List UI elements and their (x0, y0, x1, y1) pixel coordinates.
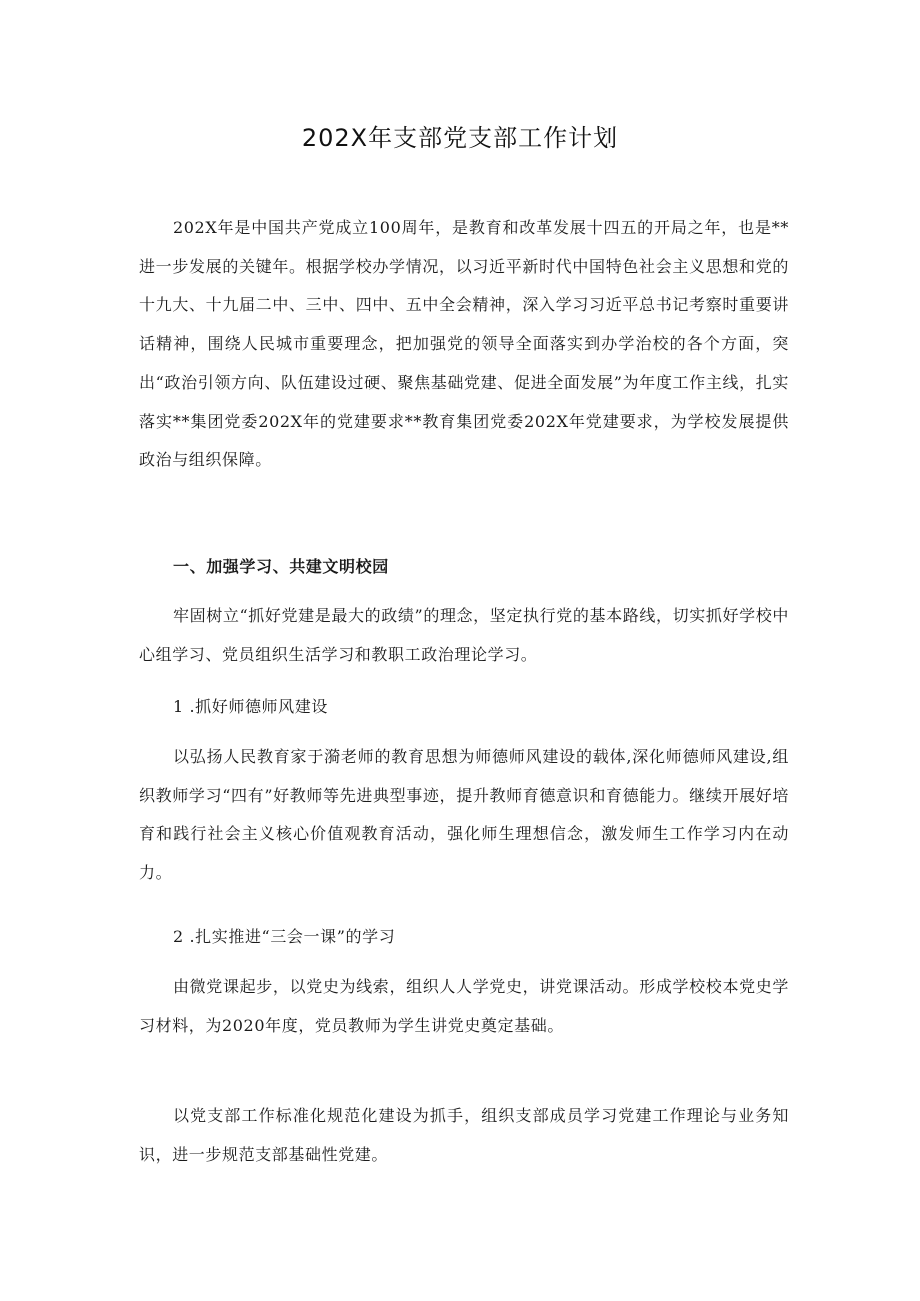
subsection-2-paragraph: 由微党课起步，以党史为线索，组织人人学党史，讲党课活动。形成学校校本党史学习材料，为2020年度，党员教师为学生讲党史奠定基础。 (139, 977, 789, 1035)
subsection-1-paragraph: 以弘扬人民教育家于漪老师的教育思想为师德师风建设的载体,深化师德师风建设,组织教师学习“四有”好教师等先进典型事迹，提升教师育德意识和育德能力。继续开展好培育和践行社会主义核心价值观教育活动，强化师生理想信念，激发师生工作学习内在动力。 (139, 747, 789, 883)
section-1-paragraph: 牢固树立“抓好党建是最大的政绩”的理念，坚定执行党的基本路线，切实抓好学校中心组学习、党员组织生活学习和教职工政治理论学习。 (139, 606, 789, 664)
intro-paragraph: 202X年是中国共产党成立100周年，是教育和改革发展十四五的开局之年，也是**进一步发展的关键年。根据学校办学情况，以习近平新时代中国特色社会主义思想和党的十九大、十九届二中、三中、四中、五中全会精神，深入学习习近平总书记考察时重要讲话精神，围绕人民城市重要理念，把加强党的领导全面落实到办学治校的各个方面，突出“政治引领方向、队伍建设过硬、聚焦基础党建、促进全面发展”为年度工作主线，扎实落实**集团党委202X年的党建要求**教育集团党委202X年党建要求，为学校发展提供政治与组织保障。 (139, 218, 789, 470)
document-title: 202X年支部党支部工作计划 (301, 124, 619, 152)
subheading-2: 2 .扎实推进“三会一课”的学习 (173, 927, 396, 946)
section-heading-1: 一、加强学习、共建文明校园 (173, 557, 389, 576)
subsection-2-paragraph-2: 以党支部工作标准化规范化建设为抓手，组织支部成员学习党建工作理论与业务知识，进一步规范支部基础性党建。 (139, 1106, 789, 1164)
subheading-1: 1 .抓好师德师风建设 (173, 697, 328, 716)
